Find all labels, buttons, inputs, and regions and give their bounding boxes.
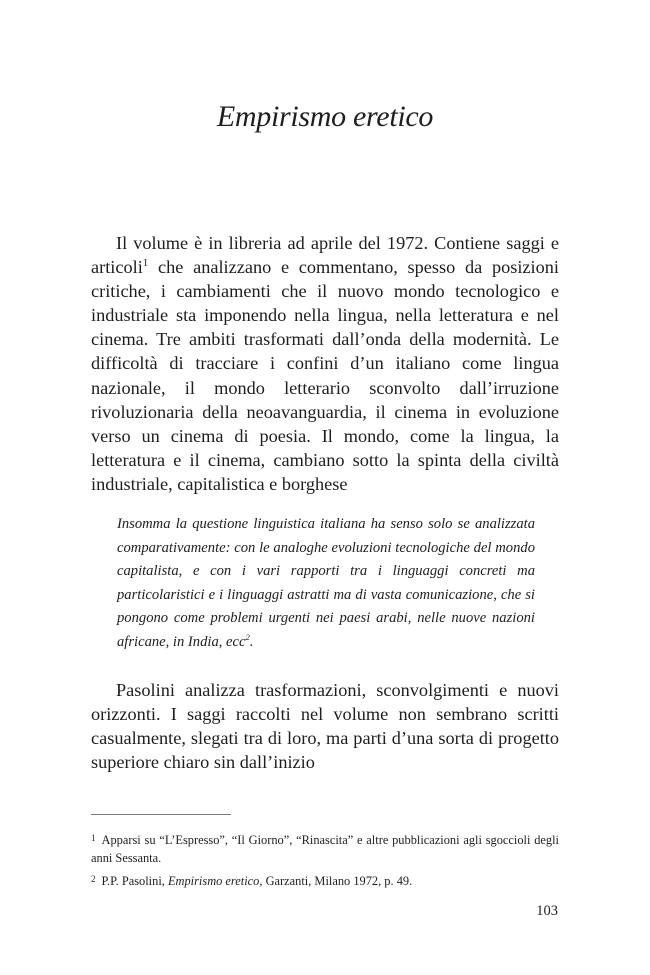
footnote-text: Apparsi su “L’Espresso”, “Il Giorno”, “Rinascita” e altre pubblicazioni agli sgoccioli degli anni Sessanta. bbox=[91, 833, 559, 865]
chapter-title: Empirismo eretico bbox=[216, 100, 434, 133]
block-quote bbox=[117, 513, 535, 655]
paragraph-text: che analizzano e commentano, spesso da posizioni critiche, i cambiamenti che il nuovo mondo tecnologico e industriale sta imponendo nella lingua, nella letteratura e nel cinema. Tre ambiti trasformati dall’onda della modernità. Le difficoltà di tracciare i confini d’un italiano come lingua nazionale, il mondo letterario sconvolto dall’irruzione rivoluzionaria della neoavanguardia, il cinema in evoluzione verso un cinema di poesia. Il mondo, come la lingua, la letteratura e il cinema, cambiano sotto la spinta della civiltà industriale, capitalistica e borghese bbox=[91, 257, 559, 494]
footnote-number: 2 bbox=[91, 874, 96, 884]
footnote-ref-1[interactable]: 1 bbox=[142, 257, 149, 269]
paragraph-text: Il volume è in libreria ad aprile del 1972. Contiene saggi e articoli bbox=[91, 233, 559, 278]
footnote-2 bbox=[91, 870, 559, 890]
quote-text: Insomma la questione linguistica italiana ha senso solo se analizzata comparativamente: con le analoghe evoluzioni tecnologiche del mondo capitalista, e con i vari rapporti tra i linguaggi concreti ma particolaristici e i linguaggi astratti ma di vasta comunicazione, che si pongono come problemi urgenti nei paesi arabi, nelle nuove nazioni africane, in India, ecc bbox=[117, 516, 535, 650]
footnote-1 bbox=[91, 829, 559, 867]
body-paragraph-1 bbox=[91, 231, 559, 496]
footnote-author: P.P. Pasolini, bbox=[101, 874, 168, 888]
quote-end: . bbox=[249, 633, 254, 650]
footnote-separator bbox=[91, 814, 231, 815]
footnote-citation: , Garzanti, Milano 1972, p. 49. bbox=[259, 874, 413, 888]
footnote-work-title: Empirismo eretico bbox=[167, 874, 260, 888]
footnote-number: 1 bbox=[91, 833, 96, 843]
footnote-ref-2[interactable]: 2 bbox=[245, 632, 250, 643]
page-number: 103 bbox=[536, 903, 558, 919]
body-paragraph-2: Pasolini analizza trasformazioni, sconvolgimenti e nuovi orizzonti. I saggi raccolti nel volume non sembrano scritti casualmente, slegati tra di loro, ma parti d’una sorta di progetto superiore chiaro sin dall’inizio bbox=[91, 680, 559, 773]
